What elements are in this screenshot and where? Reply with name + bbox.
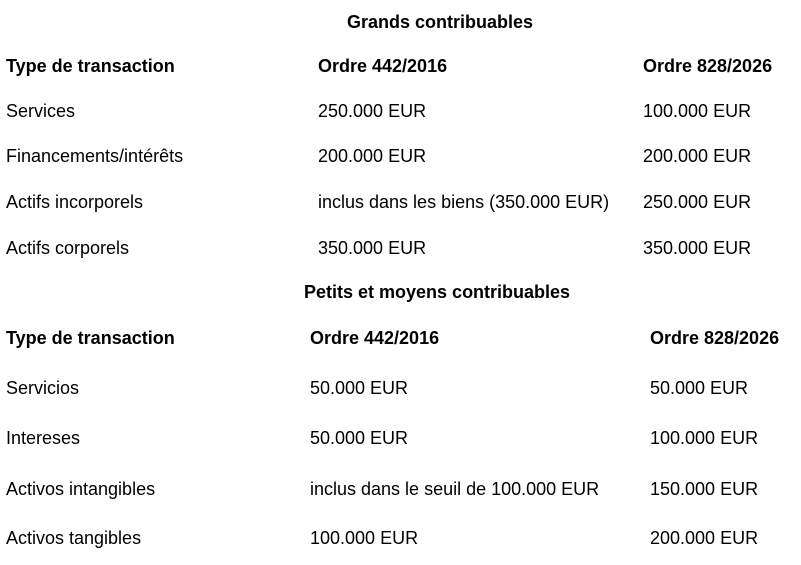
section1-row-financements-type: Financements/intérêts (6, 146, 184, 166)
section2-row-activos-tangibles-2016: 100.000 EUR (310, 528, 419, 548)
section1-row-financements-2026: 200.000 EUR (643, 146, 752, 166)
section1-header-ordre-2026: Ordre 828/2026 (643, 56, 773, 76)
section2-row-servicios-type: Servicios (6, 378, 80, 398)
section1-row-financements-2016: 200.000 EUR (318, 146, 427, 166)
section1-row-actifs-corporels-2016: 350.000 EUR (318, 238, 427, 258)
section2-row-activos-intangibles-type: Activos intangibles (6, 479, 156, 499)
section2-row-activos-intangibles-2016: inclus dans le seuil de 100.000 EUR (310, 479, 600, 499)
section2-row-activos-tangibles-2026: 200.000 EUR (650, 528, 759, 548)
section2-row-intereses-2026: 100.000 EUR (650, 428, 759, 448)
section1-title: Grands contribuables (347, 12, 534, 32)
section2-row-activos-tangibles-type: Activos tangibles (6, 528, 142, 548)
section1-header-ordre-2016: Ordre 442/2016 (318, 56, 448, 76)
section1-row-actifs-corporels-2026: 350.000 EUR (643, 238, 752, 258)
section1-row-services-2026: 100.000 EUR (643, 101, 752, 121)
section1-row-actifs-corporels-type: Actifs corporels (6, 238, 130, 258)
section1-row-services-2016: 250.000 EUR (318, 101, 427, 121)
section2-header-ordre-2026: Ordre 828/2026 (650, 328, 780, 348)
section1-header-type: Type de transaction (6, 56, 175, 76)
section1-row-actifs-incorporels-type: Actifs incorporels (6, 192, 144, 212)
section1-row-actifs-incorporels-2016: inclus dans les biens (350.000 EUR) (318, 192, 610, 212)
section2-row-servicios-2016: 50.000 EUR (310, 378, 409, 398)
section1-row-actifs-incorporels-2026: 250.000 EUR (643, 192, 752, 212)
section2-row-activos-intangibles-2026: 150.000 EUR (650, 479, 759, 499)
section2-row-servicios-2026: 50.000 EUR (650, 378, 749, 398)
section2-row-intereses-2016: 50.000 EUR (310, 428, 409, 448)
section2-title: Petits et moyens contribuables (304, 282, 571, 302)
section2-row-intereses-type: Intereses (6, 428, 81, 448)
section1-row-services-type: Services (6, 101, 76, 121)
section2-header-ordre-2016: Ordre 442/2016 (310, 328, 440, 348)
section2-header-type: Type de transaction (6, 328, 175, 348)
